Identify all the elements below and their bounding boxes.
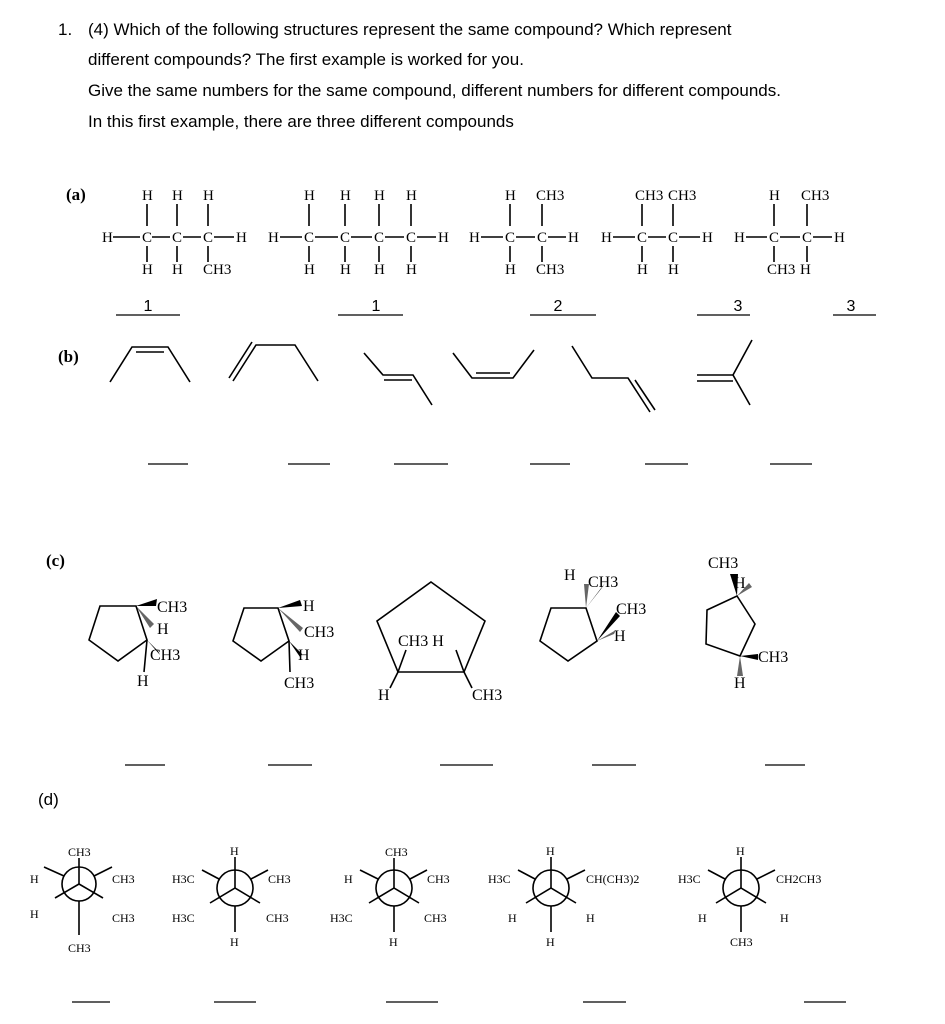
label-h: H (298, 647, 310, 664)
atom-h: H (172, 262, 183, 278)
label-ch3: CH3 (157, 599, 188, 616)
answer-a5: 3 (846, 298, 856, 315)
label-ch3: CH3 (112, 911, 135, 925)
label-ch3: CH3 (385, 845, 408, 859)
question-line-1: (4) Which of the following structures represent the same compound? Which represent (88, 20, 732, 39)
label-ch3: CH3 (424, 911, 447, 925)
newman-d3 (330, 845, 450, 949)
atom-h: H (340, 262, 351, 278)
label-h: H (508, 911, 517, 925)
atom-h: H (406, 188, 417, 204)
answer-a4: 3 (733, 298, 743, 315)
atom-h: H (203, 188, 214, 204)
label-ch3: CH3 (588, 574, 619, 591)
atom-c: C (668, 230, 679, 246)
label-h: H (389, 935, 398, 949)
atom-h: H (601, 230, 612, 246)
part-c-structures (89, 555, 788, 704)
label-h: H (137, 673, 149, 690)
atom-h: H (438, 230, 449, 246)
atom-c: C (505, 230, 516, 246)
atom-h: H (769, 188, 780, 204)
structure-a1 (102, 188, 247, 278)
label-ch3: CH3 (427, 872, 450, 886)
label-ch3: CH3 (616, 601, 647, 618)
atom-h: H (374, 262, 385, 278)
label-h: H (344, 872, 353, 886)
label-ch2ch3: CH2CH3 (776, 872, 822, 886)
newman-d4 (488, 844, 639, 949)
label-h: H (230, 844, 239, 858)
structure-a2 (268, 188, 449, 278)
cyclopentane-c5 (706, 555, 788, 692)
atom-c: C (203, 230, 214, 246)
label-h: H (564, 567, 576, 584)
atom-h: H (340, 188, 351, 204)
label-h: H (378, 687, 390, 704)
atom-h: H (374, 188, 385, 204)
label-ch3: CH3 (268, 872, 291, 886)
atom-c: C (340, 230, 351, 246)
atom-h: H (505, 188, 516, 204)
answer-a1: 1 (143, 298, 153, 315)
label-ch3: CH3 (730, 935, 753, 949)
cyclopentane-c2 (233, 598, 334, 692)
label-h: H (546, 844, 555, 858)
label-h3c: H3C (678, 872, 701, 886)
label-ch3: CH3 (472, 687, 503, 704)
alkene-b2 (229, 342, 318, 381)
label-h3c: H3C (488, 872, 511, 886)
atom-c: C (802, 230, 813, 246)
atom-c: C (537, 230, 548, 246)
label-ch3: CH3 (68, 941, 91, 955)
label-h3c: H3C (172, 872, 195, 886)
question-number: 1. (58, 20, 73, 39)
alkene-b6 (697, 340, 752, 405)
label-ch3: CH3 (284, 675, 315, 692)
atom-h: H (236, 230, 247, 246)
structure-a5 (734, 188, 845, 278)
alkene-b3 (364, 353, 432, 405)
label-h3c: H3C (172, 911, 195, 925)
atom-c: C (142, 230, 153, 246)
atom-c: C (769, 230, 780, 246)
atom-ch3: CH3 (536, 188, 565, 204)
label-ch3: CH3 (112, 872, 135, 886)
label-h: H (586, 911, 595, 925)
answer-a2: 1 (371, 298, 381, 315)
part-c-label: (c) (46, 551, 65, 570)
atom-h: H (568, 230, 579, 246)
part-a-answers (116, 298, 876, 315)
label-h: H (303, 598, 315, 615)
question-line-4: In this first example, there are three different compounds (88, 112, 514, 131)
alkene-b5 (572, 346, 655, 412)
label-h: H (230, 935, 239, 949)
label-h: H (734, 575, 746, 592)
atom-h: H (268, 230, 279, 246)
label-ch3: CH3 (758, 649, 789, 666)
label-h: H (780, 911, 789, 925)
label-h: H (157, 621, 169, 638)
atom-ch3: CH3 (668, 188, 697, 204)
structure-a3 (469, 188, 579, 278)
atom-h: H (172, 188, 183, 204)
label-h: H (546, 935, 555, 949)
label-ch3-h: CH3 H (398, 633, 444, 650)
part-d-structures (30, 844, 821, 955)
newman-d5 (678, 844, 821, 949)
label-h: H (698, 911, 707, 925)
atom-h: H (142, 262, 153, 278)
atom-h: H (102, 230, 113, 246)
atom-h: H (406, 262, 417, 278)
part-a-structures (102, 188, 845, 278)
atom-h: H (800, 262, 811, 278)
structure-a4 (601, 188, 713, 278)
label-ch3: CH3 (708, 555, 739, 572)
atom-c: C (374, 230, 385, 246)
label-ch3: CH3 (68, 845, 91, 859)
alkene-b1 (110, 347, 190, 382)
atom-h: H (702, 230, 713, 246)
atom-ch3: CH3 (635, 188, 664, 204)
cyclopentane-c4 (540, 567, 646, 661)
label-h: H (614, 628, 626, 645)
atom-h: H (469, 230, 480, 246)
label-h: H (736, 844, 745, 858)
part-a-label: (a) (66, 185, 86, 204)
answer-a3: 2 (553, 298, 563, 315)
part-b-structures (110, 340, 752, 412)
newman-d2 (172, 844, 291, 949)
atom-h: H (505, 262, 516, 278)
cyclopentane-c3 (377, 582, 502, 704)
label-h: H (30, 872, 39, 886)
newman-d1 (30, 845, 135, 955)
atom-c: C (172, 230, 183, 246)
atom-h: H (637, 262, 648, 278)
atom-ch3: CH3 (767, 262, 796, 278)
atom-h: H (668, 262, 679, 278)
atom-c: C (304, 230, 315, 246)
atom-c: C (406, 230, 417, 246)
atom-h: H (304, 188, 315, 204)
label-ch3: CH3 (150, 647, 181, 664)
atom-ch3: CH3 (203, 262, 232, 278)
part-b-label: (b) (58, 347, 79, 366)
question-line-3: Give the same numbers for the same compound, different numbers for different compounds. (88, 81, 781, 100)
part-d-label: (d) (38, 790, 59, 809)
atom-h: H (142, 188, 153, 204)
atom-h: H (304, 262, 315, 278)
label-ch(ch3)2: CH(CH3)2 (586, 872, 640, 886)
label-h: H (30, 907, 39, 921)
alkene-b4 (453, 350, 534, 378)
atom-ch3: CH3 (536, 262, 565, 278)
question-line-2: different compounds? The first example is worked for you. (88, 50, 524, 69)
atom-h: H (834, 230, 845, 246)
atom-c: C (637, 230, 648, 246)
label-ch3: CH3 (266, 911, 289, 925)
cyclopentane-c1 (89, 599, 187, 690)
atom-ch3: CH3 (801, 188, 830, 204)
label-ch3: CH3 (304, 624, 335, 641)
atom-h: H (734, 230, 745, 246)
label-h: H (734, 675, 746, 692)
label-h3c: H3C (330, 911, 353, 925)
